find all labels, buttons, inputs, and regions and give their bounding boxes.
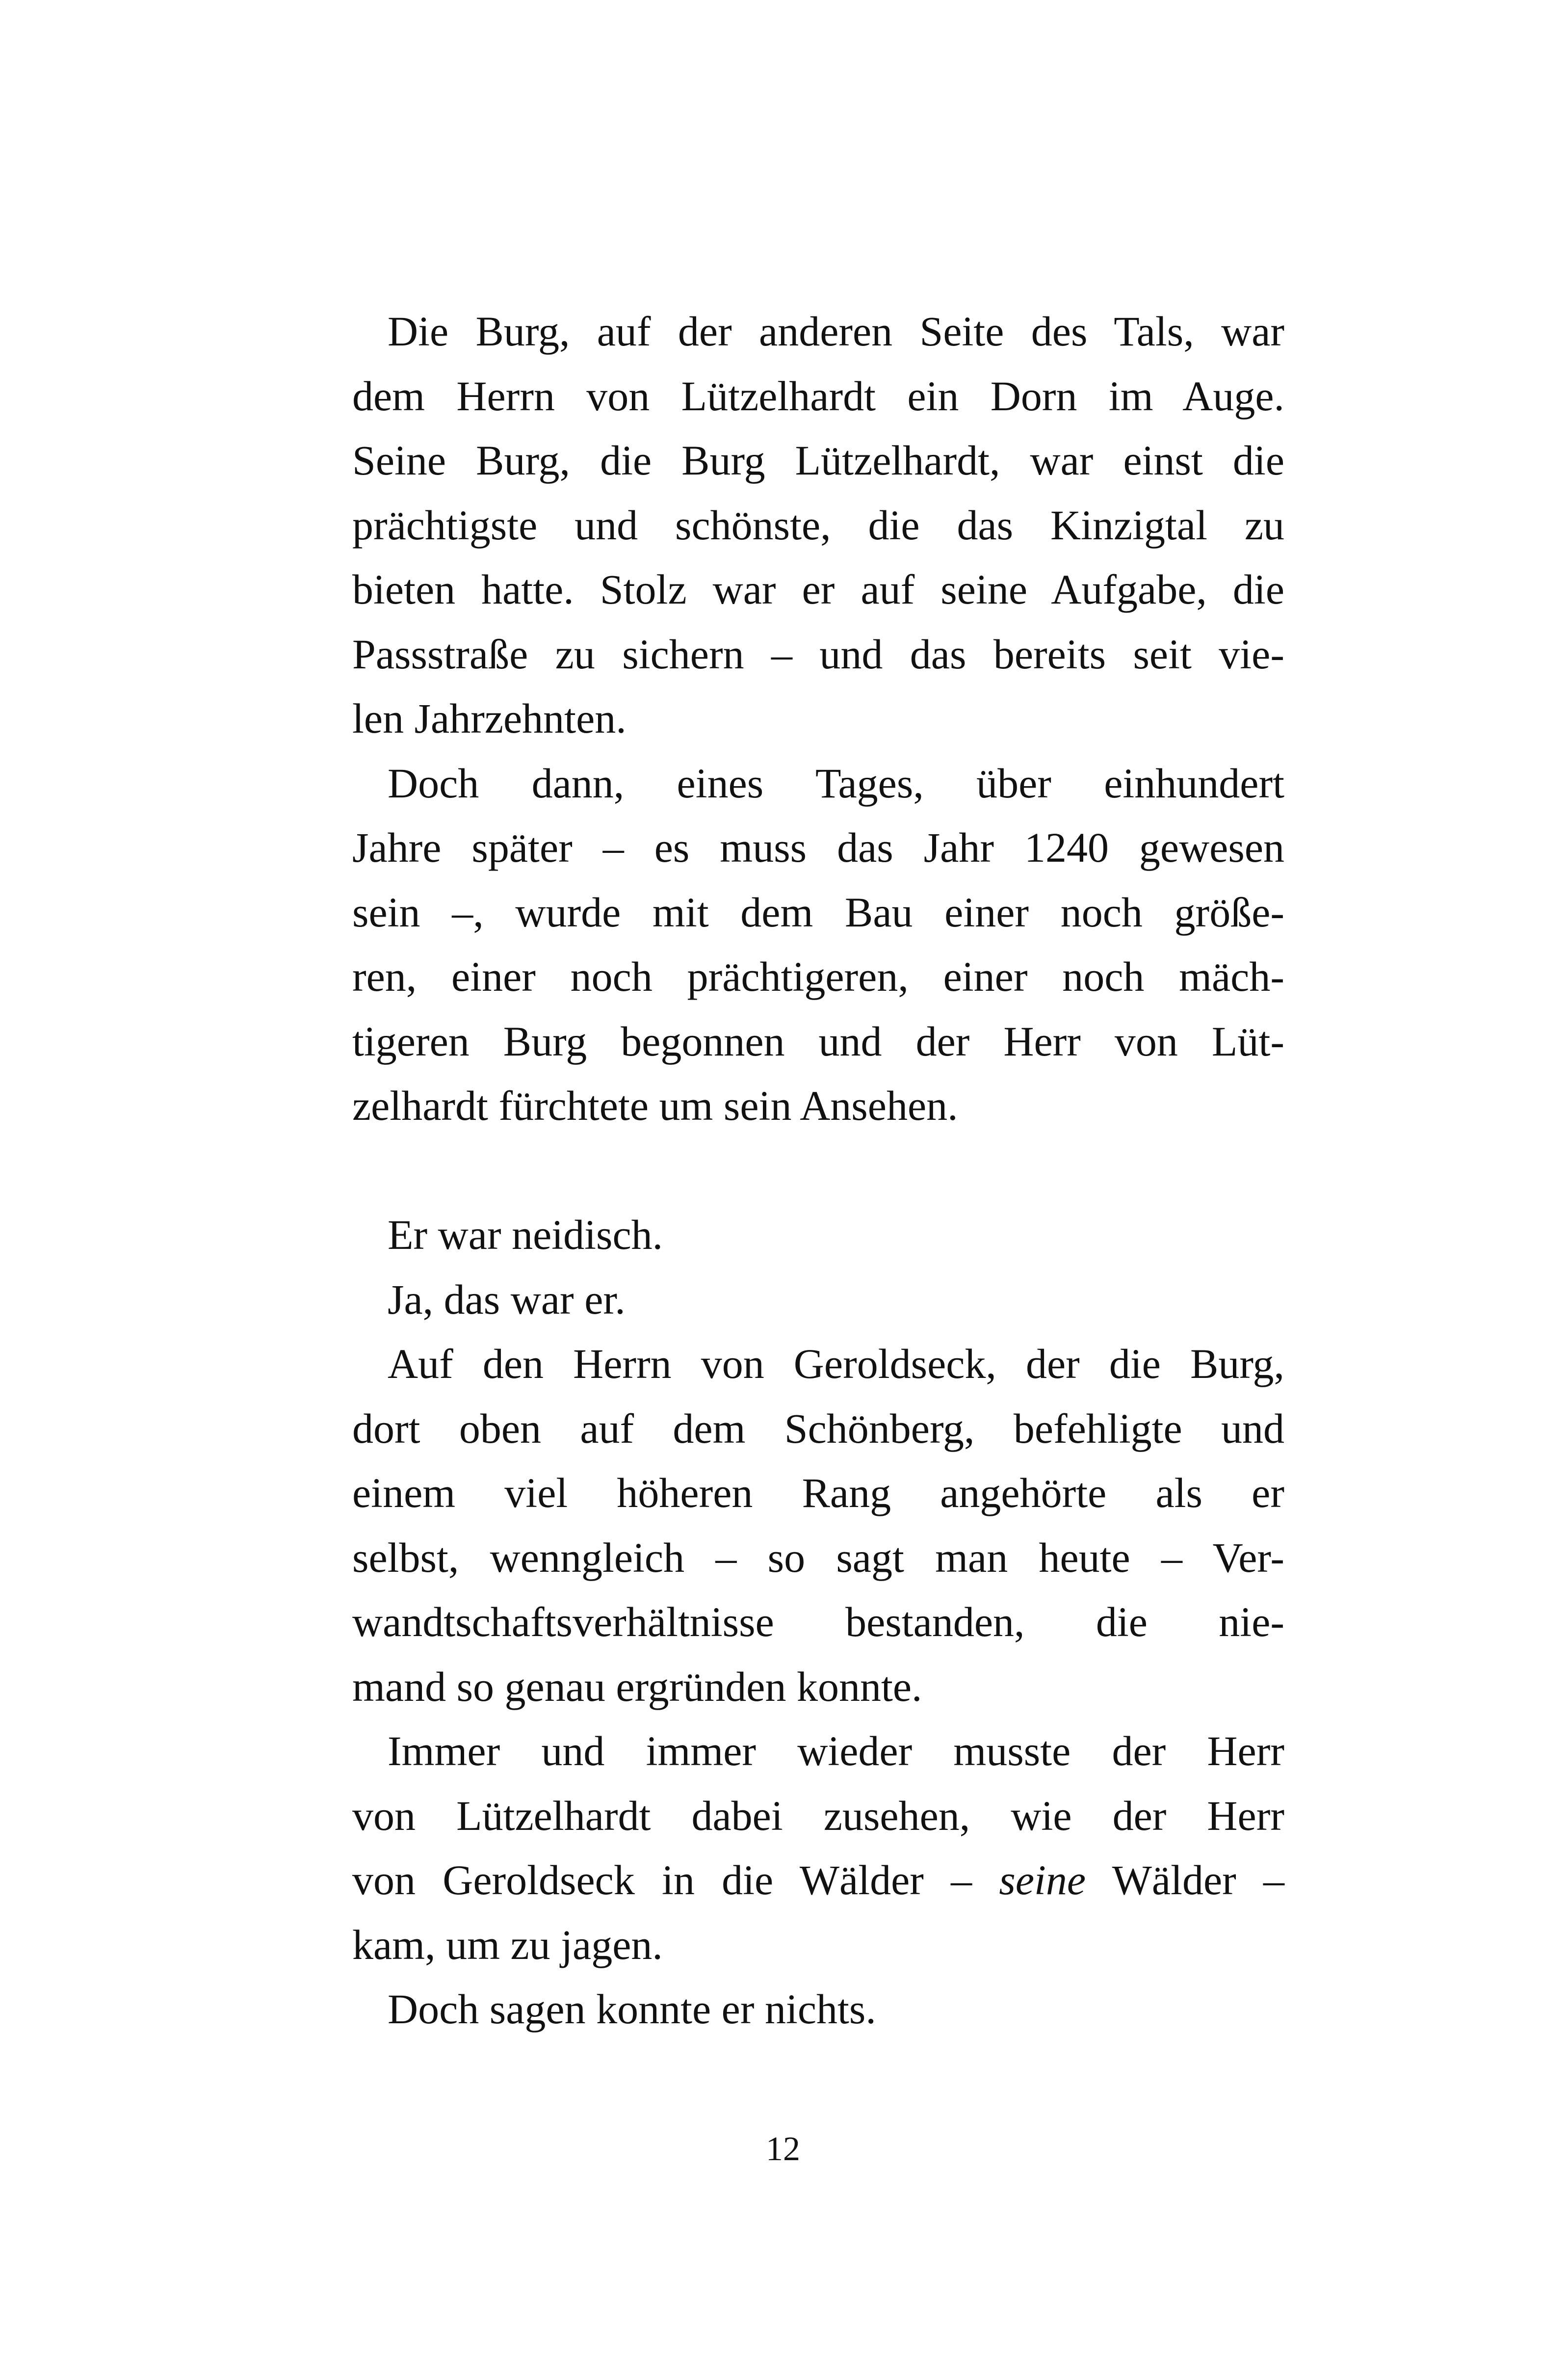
text-line: tigeren Burg begonnen und der Herr von Lüt- (352, 1017, 1284, 1065)
page-number: 12 (766, 2130, 800, 2168)
text-line: kam, um zu jagen. (352, 1921, 663, 1968)
text-line: mand so genau ergründen konnte. (352, 1663, 922, 1710)
text-line: einem viel höheren Rang angehörte als er (352, 1469, 1284, 1516)
text-line: Er war neidisch. (388, 1211, 663, 1258)
text-line: len Jahrzehnten. (352, 695, 626, 742)
text-line: Seine Burg, die Burg Lützelhardt, war einst die (352, 437, 1284, 484)
text-segment: Wälder – (1086, 1856, 1284, 1904)
text-line: zelhardt fürchtete um sein Ansehen. (352, 1082, 958, 1129)
body-text (352, 299, 1284, 2042)
text-line: selbst, wenngleich – so sagt man heute – Ver- (352, 1534, 1284, 1581)
text-line: wandtschaftsverhältnisse bestanden, die nie- (352, 1598, 1284, 1645)
text-line: bieten hatte. Stolz war er auf seine Aufgabe, die (352, 566, 1284, 613)
text-line: Jahre später – es muss das Jahr 1240 gewesen (352, 824, 1284, 871)
text-line: dem Herrn von Lützelhardt ein Dorn im Auge. (352, 372, 1284, 420)
text-line: Doch dann, eines Tages, über einhundert (388, 759, 1284, 807)
text-line: von Lützelhardt dabei zusehen, wie der Herr (352, 1792, 1284, 1839)
scene-break (352, 1138, 1284, 1203)
text-line: ren, einer noch prächtigeren, einer noch mäch- (352, 953, 1284, 1000)
text-line: Auf den Herrn von Geroldseck, der die Burg, (388, 1340, 1284, 1387)
text-line: Die Burg, auf der anderen Seite des Tals, war (388, 308, 1284, 355)
text-line: Ja, das war er. (388, 1275, 626, 1323)
text-line: Doch sagen konnte er nichts. (388, 1985, 876, 2033)
text-line: Immer und immer wieder musste der Herr (388, 1727, 1284, 1774)
text-line: dort oben auf dem Schönberg, befehligte und (352, 1404, 1284, 1452)
text-line: sein –, wurde mit dem Bau einer noch größe- (352, 888, 1284, 936)
text-segment: von Geroldseck in die Wälder – (352, 1856, 999, 1904)
text-line-with-emphasis (352, 1848, 1284, 1913)
text-line: Passstraße zu sichern – und das bereits seit vie- (352, 630, 1284, 678)
emphasized-word: seine (999, 1856, 1086, 1904)
text-line: prächtigste und schönste, die das Kinzigtal zu (352, 501, 1284, 549)
